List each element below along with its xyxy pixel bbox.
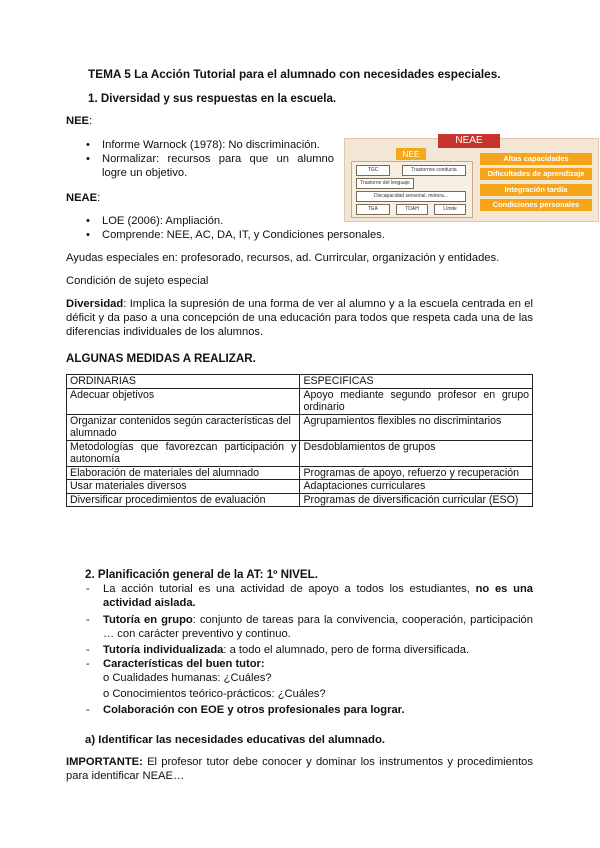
subsection-heading-a: a) Identificar las necesidades educativas del alumnado. xyxy=(85,734,386,746)
sub-item: o Conocimientos teórico-prácticos: ¿Cuáles? xyxy=(103,688,326,700)
diagram-category: Integración tardía xyxy=(480,184,592,196)
ayudas-text: Ayudas especiales en: profesorado, recursos, ad. Currircular, organización y entidades. xyxy=(66,252,500,264)
table-cell: Apoyo mediante segundo profesor en grupo ordinario xyxy=(300,388,533,414)
table-row xyxy=(67,493,533,507)
list-item: • Normalizar: recursos para que un alumno logre un objetivo. xyxy=(84,152,334,180)
table-cell: Diversificar procedimientos de evaluación xyxy=(67,493,300,507)
importante-paragraph xyxy=(66,755,533,783)
table-cell: Desdoblamientos de grupos xyxy=(300,440,533,466)
table-row xyxy=(67,480,533,494)
diagram-category: Dificultades de aprendizaje xyxy=(480,168,592,180)
bullet-item: - Características del buen tutor: xyxy=(86,658,265,670)
sub-item: o Cualidades humanas: ¿Cuáles? xyxy=(103,672,272,684)
importante-text: El profesor tutor debe conocer y dominar los instrumentos y procedimientos para identificar NEAE… xyxy=(66,756,533,782)
nee-label-text: NEE xyxy=(66,115,90,127)
table-cell: Usar materiales diversos xyxy=(67,480,300,494)
table-cell: Agrupamientos flexibles no discrimintarios xyxy=(300,414,533,440)
nee-label: NEE: xyxy=(66,115,93,127)
diagram-mini-box: TDAH xyxy=(396,204,428,215)
bullet-item: - Tutoría individualizada: a todo el alumnado, pero de forma diversificada. xyxy=(86,644,470,656)
diagram-mini-box: Trastornos conducta xyxy=(402,165,466,176)
table-header-row xyxy=(67,375,533,389)
bullet-item: - La acción tutorial es una actividad de apoyo a todos los estudiantes, no es una actividad aislada. xyxy=(86,583,534,609)
bullet-bold: no es una actividad aislada. xyxy=(103,583,534,609)
condicion-text: Condición de sujeto especial xyxy=(66,275,209,287)
table-row xyxy=(67,388,533,414)
diagram-neae-label: NEAE xyxy=(438,134,500,148)
diagram-category: Altas capacidades xyxy=(480,153,592,165)
bullet-term: Tutoría individualizada xyxy=(103,644,224,656)
column-header: ESPECIFICAS xyxy=(300,375,533,389)
bullet-text: : conjunto de tareas para la convivencia, cooperación, participación … con carácter preventivo y continuo. xyxy=(103,614,533,640)
table-cell: Organizar contenidos según características del alumnado xyxy=(67,414,300,440)
column-header: ORDINARIAS xyxy=(67,375,300,389)
bullet-item: - Tutoría en grupo: conjunto de tareas para la convivencia, cooperación, participación … con carácter preventivo y continuo. xyxy=(86,614,533,640)
bullet-text: La acción tutorial es una actividad de apoyo a todos los estudiantes, xyxy=(103,583,476,595)
nee-list xyxy=(84,138,334,180)
diversidad-text: : Implica la supresión de una forma de ver al alumno y a la escuela centrada en el déficit y da paso a una concepción de una educación para todos que respeta cada una de las diferencias individuales de los alumnos. xyxy=(66,298,533,338)
bullet-item: - Colaboración con EOE y otros profesionales para lograr. xyxy=(86,704,405,716)
table-row xyxy=(67,466,533,480)
diversidad-term: Diversidad xyxy=(66,298,124,310)
bullet-text: : a todo el alumnado, pero de forma diversificada. xyxy=(223,644,470,656)
table-cell: Adaptaciones curriculares xyxy=(300,480,533,494)
importante-term: IMPORTANTE: xyxy=(66,756,143,768)
diversidad-paragraph xyxy=(66,297,533,339)
neae-label-text: NEAE xyxy=(66,192,98,204)
bullet-term: Tutoría en grupo xyxy=(103,614,193,626)
bullet-text: Colaboración con EOE y otros profesionales para lograr. xyxy=(103,704,405,716)
neae-label: NEAE: xyxy=(66,192,101,204)
bullet-term: Características del buen tutor: xyxy=(103,658,265,670)
diagram-nee-label: NEE xyxy=(396,148,426,160)
section-heading-1: 1. Diversidad y sus respuestas en la escuela. xyxy=(88,92,337,105)
page-title: TEMA 5 La Acción Tutorial para el alumnado con necesidades especiales. xyxy=(88,67,501,81)
table-cell: Adecuar objetivos xyxy=(67,388,300,414)
table-cell: Metodologías que favorezcan participación y autonomía xyxy=(67,440,300,466)
diagram-mini-box: Discapacidad sensorial, motora... xyxy=(356,191,466,202)
list-item: • LOE (2006): Ampliación. xyxy=(84,214,544,228)
table-cell: Elaboración de materiales del alumnado xyxy=(67,466,300,480)
diagram-mini-box: TGC xyxy=(356,165,390,176)
table-cell: Programas de apoyo, refuerzo y recuperación xyxy=(300,466,533,480)
list-item: • Comprende: NEE, AC, DA, IT, y Condiciones personales. xyxy=(84,228,544,242)
list-item: • Informe Warnock (1978): No discriminación. xyxy=(84,138,334,152)
neae-list xyxy=(84,214,544,242)
table-row xyxy=(67,414,533,440)
diagram-mini-box: TEA xyxy=(356,204,390,215)
diagram-category: Condiciones personales xyxy=(480,199,592,211)
table-cell: Programas de diversificación curricular (ESO) xyxy=(300,493,533,507)
section-heading-2: 2. Planificación general de la AT: 1º NIVEL. xyxy=(85,568,318,581)
medidas-heading: ALGUNAS MEDIDAS A REALIZAR. xyxy=(66,352,256,365)
diagram-mini-box: Límite xyxy=(434,204,466,215)
table-row xyxy=(67,440,533,466)
measures-table xyxy=(66,374,533,507)
diagram-mini-box: Trastorno del lenguaje xyxy=(356,178,414,189)
